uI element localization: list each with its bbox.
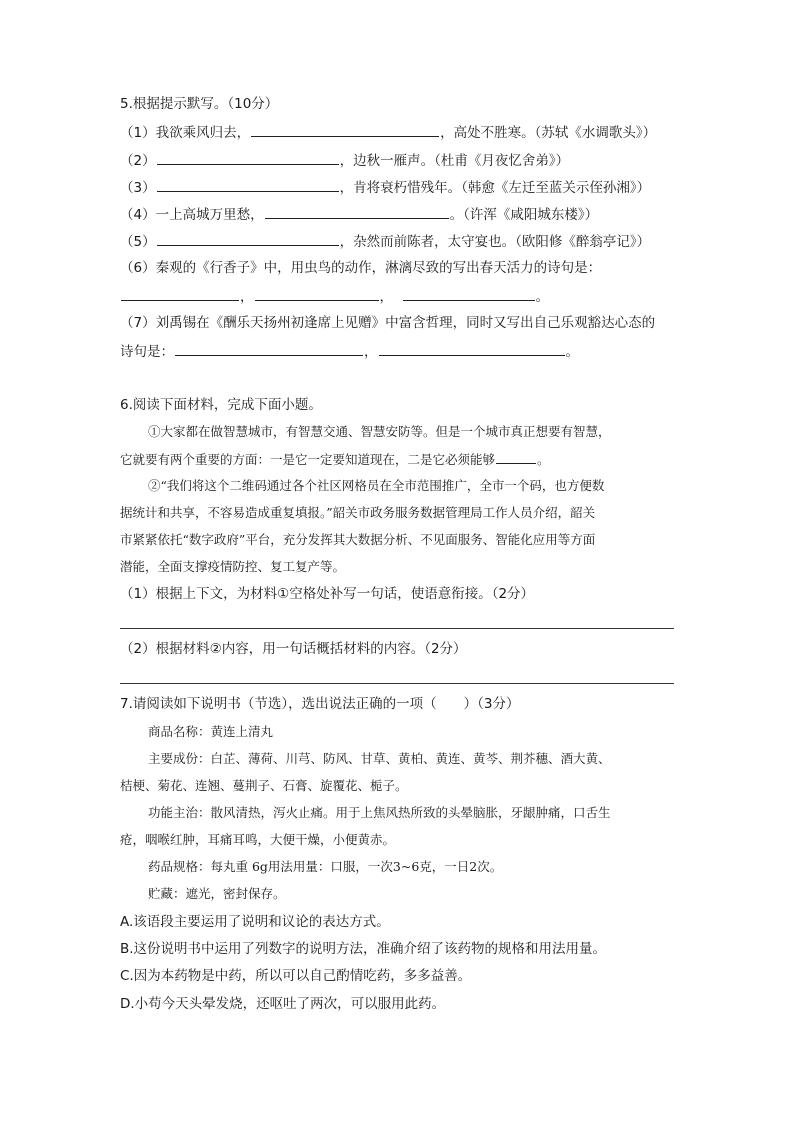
- q5-item-6-answers: [120, 286, 549, 307]
- answer-blank[interactable]: [175, 341, 363, 356]
- option-b[interactable]: B.这份说明书中运用了列数字的说明方法，准确介绍了该药物的规格和用法用量。: [120, 941, 607, 957]
- q5-item-5: [120, 231, 650, 252]
- ingredients-line-1: 主要成份：白芷、薄荷、川芎、防风、甘草、黄柏、黄连、黄芩、荆芥穗、酒大黄、: [148, 751, 611, 766]
- line-end: 。: [535, 289, 550, 305]
- material-2-line-4: 潜能，全面支撑疫情防控、复工复产等。: [120, 559, 346, 574]
- q5-item-4-text: （4）一上高城万里愁，: [120, 207, 264, 223]
- q5-item-5-source: ，杂然而前陈者，太守宴也。（欧阳修《醉翁亭记》）: [339, 234, 651, 250]
- answer-blank[interactable]: [157, 231, 339, 246]
- material-1-text: 它就要有两个重要的方面：一是它一定要知道现在，二是它必须能够: [120, 452, 496, 467]
- q5-item-4: [120, 204, 598, 225]
- product-name: 商品名称：黄连上清丸: [148, 724, 274, 739]
- answer-blank[interactable]: [379, 341, 565, 356]
- material-1-line-2: [120, 449, 550, 470]
- q5-title: 5.根据提示默写。（10分）: [120, 96, 279, 112]
- q6-sub-1: （1）根据上下文，为材料①空格处补写一句话，使语意衔接。（2分）: [120, 586, 535, 602]
- q5-item-1-source: ，高处不胜寒。（苏轼《水调歌头》）: [440, 125, 657, 141]
- q5-item-6: （6）秦观的《行香子》中，用虫鸟的动作，淋漓尽致的写出春天活力的诗句是：: [120, 260, 602, 276]
- answer-blank[interactable]: [251, 122, 439, 137]
- q5-item-2-text: （2）: [120, 153, 156, 169]
- q5-item-4-source: 。（许浑《咸阳城东楼》）: [449, 207, 599, 223]
- option-c[interactable]: C.因为本药物是中药，所以可以自己酌情吃药，多多益善。: [120, 968, 472, 984]
- material-1-line-1: ①大家都在做智慧城市，有智慧交通、智慧安防等。但是一个城市真正想要有智慧，: [148, 424, 611, 439]
- line-end: 。: [537, 452, 550, 467]
- q5-item-1: [120, 122, 656, 143]
- q5-item-7-lead: 诗句是：: [120, 344, 174, 360]
- separator: ，: [240, 289, 254, 305]
- option-a[interactable]: A.该语段主要运用了说明和议论的表达方式。: [120, 914, 390, 930]
- functions-line-1: 功能主治：散风清热，泻火止痛。用于上焦风热所致的头晕脑胀，牙龈肿痛，口舌生: [148, 805, 611, 820]
- answer-blank[interactable]: [403, 286, 535, 301]
- answer-blank[interactable]: [255, 286, 379, 301]
- option-d[interactable]: D.小苟今天头晕发烧，还呕吐了两次，可以服用此药。: [120, 996, 446, 1012]
- q6-title: 6.阅读下面材料，完成下面小题。: [120, 397, 322, 413]
- line-end: 。: [565, 344, 579, 360]
- q5-item-2-source: ，边秋一雁声。（杜甫《月夜忆舍弟》）: [339, 153, 570, 169]
- q6-sub-2: （2）根据材料②内容，用一句话概括材料的内容。（2分）: [120, 641, 467, 657]
- answer-blank[interactable]: [157, 150, 339, 165]
- separator: ，: [364, 344, 378, 360]
- q5-item-3-source: ，肯将衰朽惜残年。（韩愈《左迁至蓝关示侄孙湘》）: [339, 180, 651, 196]
- material-2-line-1: ②“我们将这个二维码通过各个社区网格员在全市范围推广，全市一个码，也方便数: [148, 478, 605, 493]
- q5-item-1-text: （1）我欲乘风归去，: [120, 125, 251, 141]
- material-2-line-3: 市紧紧依托“数字政府”平台，充分发挥其大数据分析、不见面服务、智能化应用等方面: [120, 532, 596, 547]
- q5-item-7: （7）刘禹锡在《酬乐天扬州初逢席上见赠》中富含哲理，同时又写出自己乐观豁达心态的: [120, 315, 656, 331]
- material-2-line-2: 据统计和共享，不容易造成重复填报。”韶关市政务服务数据管理局工作人员介绍，韶关: [120, 505, 596, 520]
- functions-line-2: 疮，咽喉红肿，耳痛耳鸣，大便干燥，小便黄赤。: [120, 832, 396, 847]
- ingredients-line-2: 桔梗、菊花、连翘、蔓荆子、石膏、旋覆花、栀子。: [120, 778, 408, 793]
- answer-blank[interactable]: [496, 449, 536, 464]
- q5-item-2: [120, 150, 569, 171]
- q5-item-5-text: （5）: [120, 234, 156, 250]
- q7-title: 7.请阅读如下说明书（节选），选出说法正确的一项（ ）（3分）: [120, 696, 520, 712]
- storage: 贮藏：遮光，密封保存。: [148, 886, 286, 901]
- answer-line[interactable]: [120, 683, 674, 684]
- q5-item-7-answers: [120, 341, 579, 362]
- answer-blank[interactable]: [265, 204, 449, 219]
- answer-line[interactable]: [120, 628, 674, 629]
- answer-blank[interactable]: [121, 286, 239, 301]
- dosage-spec: 药品规格：每丸重 6g用法用量：口服，一次3~6克，一日2次。: [148, 859, 503, 874]
- q5-item-3: [120, 177, 650, 198]
- q5-item-3-text: （3）: [120, 180, 156, 196]
- separator: ，: [379, 289, 393, 305]
- answer-blank[interactable]: [157, 177, 339, 192]
